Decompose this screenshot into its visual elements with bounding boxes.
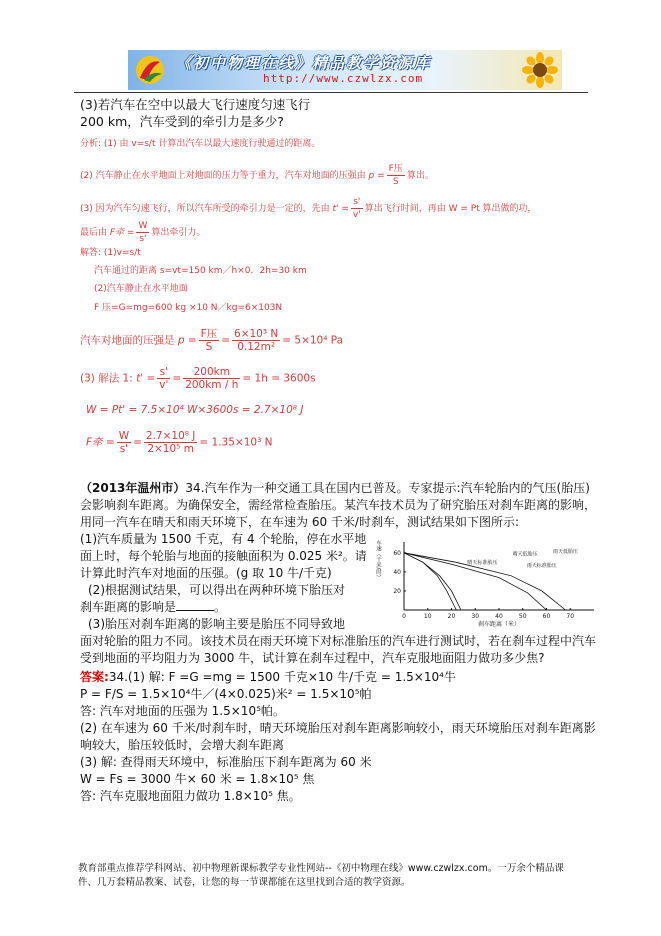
analysis-line3: (3) 因为汽车匀速飞行，所以汽车所受的牵引力是一定的，先由 t' = $\frac{s'}{v'}$ 算出飞行时间，再由 W = Pt 算出做的功， <box>80 197 537 220</box>
brake-distance-chart <box>374 534 600 634</box>
solution-line2: 汽车通过的距离 s=vt=150 km／h×0．2h=30 km <box>94 266 307 276</box>
answer-line2: P = F/S = 1.5×10⁴牛／(4×0.025)米² = 1.5×10⁵帕 <box>80 687 372 701</box>
q34-p1-line1: (1)汽车质量为 1500 千克，有 4 个轮胎，停在水平地 <box>80 532 367 546</box>
time-formula: (3) 解法 1: t' = $\frac{s'}{v'}$ = $\frac{200km}{200km / h}$ = 1h = 3600s <box>80 366 316 391</box>
q3-line2: 200 km，汽车受到的牵引力是多少? <box>80 114 284 129</box>
x-tick-label: 20 <box>447 613 456 620</box>
series-label: 晴天低胎压 <box>512 551 538 558</box>
footer-line2: 件、几万套精品教案、试卷，让您的每一节课都能在这里找到合适的教学资源。 <box>78 877 411 888</box>
q34-p3-line1: (3)胎压对刹车距离的影响主要是胎压不同导致地 <box>88 617 345 631</box>
series-label: 晴天标准胎压 <box>467 560 498 567</box>
q34-line3: 用同一汽车在晴天和雨天环境下，在车速为 60 千米/时刹车，测试结果如下图所示: <box>80 515 519 529</box>
answer-line5: 响较大，胎压较低时，会增大刹车距离 <box>80 738 285 752</box>
y-axis-label: 车速（千米/时） <box>375 540 381 581</box>
x-tick-label: 0 <box>402 613 406 620</box>
work-formula: W = Pt' = 7.5×10⁴ W×3600s = 2.7×10⁸ J <box>86 404 304 416</box>
q34-line1: （2013年温州市）34.汽车作为一种交通工具在国内已普及。专家提示:汽车轮胎内的气压(胎压) <box>80 481 590 495</box>
analysis-line4: 最后由 F牵 = $\frac{W}{s'}$ 算出牵引力。 <box>80 221 206 244</box>
sunflower-icon <box>522 52 558 88</box>
q34-p3-line2: 面对轮胎的阻力不同。该技术员在雨天环境下对标准胎压的汽车进行测试时，若在刹车过程中汽车 <box>80 634 597 648</box>
q34-p1-line2: 面上时，每个轮胎与地面的接触面积为 0.025 米²。请 <box>80 549 367 563</box>
x-tick-label: 70 <box>566 613 575 620</box>
solution-line4: F 压=G=mg=600 kg ×10 N／kg=6×103N <box>94 303 283 313</box>
answer-line7: W = Fs = 3000 牛× 60 米 = 1.8×10⁵ 焦 <box>80 772 315 786</box>
q34-p2-line2: 刹车距离的影响是 。 <box>80 600 227 614</box>
series-label: 雨天标准胎压 <box>526 563 557 570</box>
answer-line1: 答案:34.(1) 解: F =G =mg = 1500 千克×10 牛/千克 = 1.5×10⁴牛 <box>80 670 456 684</box>
header-url[interactable]: http://www.czwlzx.com <box>263 72 424 85</box>
pressure-formula: 汽车对地面的压强是 p = $\frac{\text{F压}}{S}$ = $\frac{\text{6×10³ N}}{\text{0.12m²}}$ = 5×10⁴ Pa <box>80 328 344 353</box>
series-label: 雨天低胎压 <box>552 548 579 555</box>
q34-p2-line1: (2)根据测试结果，可以得出在两种环境下胎压对 <box>88 583 345 597</box>
answer-line6: (3) 解: 查得雨天环境中，标准胎压下刹车距离为 60 米 <box>80 755 372 769</box>
answer-blank[interactable] <box>176 599 214 611</box>
header-title: 《初中物理在线》精品教学资源库 <box>176 54 432 72</box>
answer-line4: (2) 在车速为 60 千米/时刹车时，晴天环境胎压对刹车距离影响较小，雨天环境胎压对刹车距离影 <box>80 721 596 735</box>
x-tick-label: 60 <box>542 613 551 620</box>
answer-line3: 答: 汽车对地面的压强为 1.5×10⁵帕。 <box>80 704 285 718</box>
site-logo-icon <box>134 54 166 86</box>
solution-line3: (2)汽车静止在水平地面 <box>94 284 188 294</box>
y-tick-label: 60 <box>393 549 401 557</box>
page-footer <box>78 862 598 890</box>
header-rule <box>74 92 588 93</box>
y-tick-label: 40 <box>393 568 401 576</box>
x-axis-label: 刹车距离（米） <box>477 621 521 628</box>
header-banner <box>128 50 562 90</box>
solution-line1: 解答: (1)v=s/t <box>80 248 141 258</box>
analysis-line1: 分析: (1) 由 v=s/t 计算出汽车以最大速度行驶通过的距离。 <box>80 139 321 149</box>
force-formula: F牵 = $\frac{W}{s'}$ = $\frac{\text{2.7×10⁸ J}}{\text{2×10⁵ m}}$ = 1.35×10³ N <box>86 430 273 455</box>
series-line <box>404 553 456 610</box>
x-tick-label: 10 <box>423 613 432 620</box>
x-tick-label: 40 <box>495 613 503 620</box>
x-tick-label: 30 <box>471 613 480 620</box>
footer-line1: 教育部重点推荐学科网站、初中物理新课标教学专业性网站--《初中物理在线》www.czwlzx.com。一万余个精品课 <box>78 863 564 874</box>
x-tick-label: 50 <box>518 613 527 620</box>
analysis-line2: (2) 汽车静止在水平地面上对地面的压力等于重力，汽车对地面的压强由 p = $\frac{\text{F压}}{S}$ 算出。 <box>80 164 434 187</box>
answer-line8: 答: 汽车克服地面阻力做功 1.8×10⁵ 焦。 <box>80 789 301 803</box>
q34-p3-line3: 受到地面的平均阻力为 3000 牛，试计算在刹车过程中，汽车克服地面阻力做功多少焦? <box>80 651 545 665</box>
q34-p1-line3: 计算此时汽车对地面的压强。(g 取 10 牛/千克) <box>80 566 332 580</box>
y-tick-label: 20 <box>393 587 401 595</box>
q34-line2: 会影响刹车距离。为确保安全，需经常检查胎压。某汽车技术员为了研究胎压对刹车距离的影响， <box>80 498 597 512</box>
q3-line1: (3)若汽车在空中以最大飞行速度匀速飞行 <box>80 97 311 112</box>
